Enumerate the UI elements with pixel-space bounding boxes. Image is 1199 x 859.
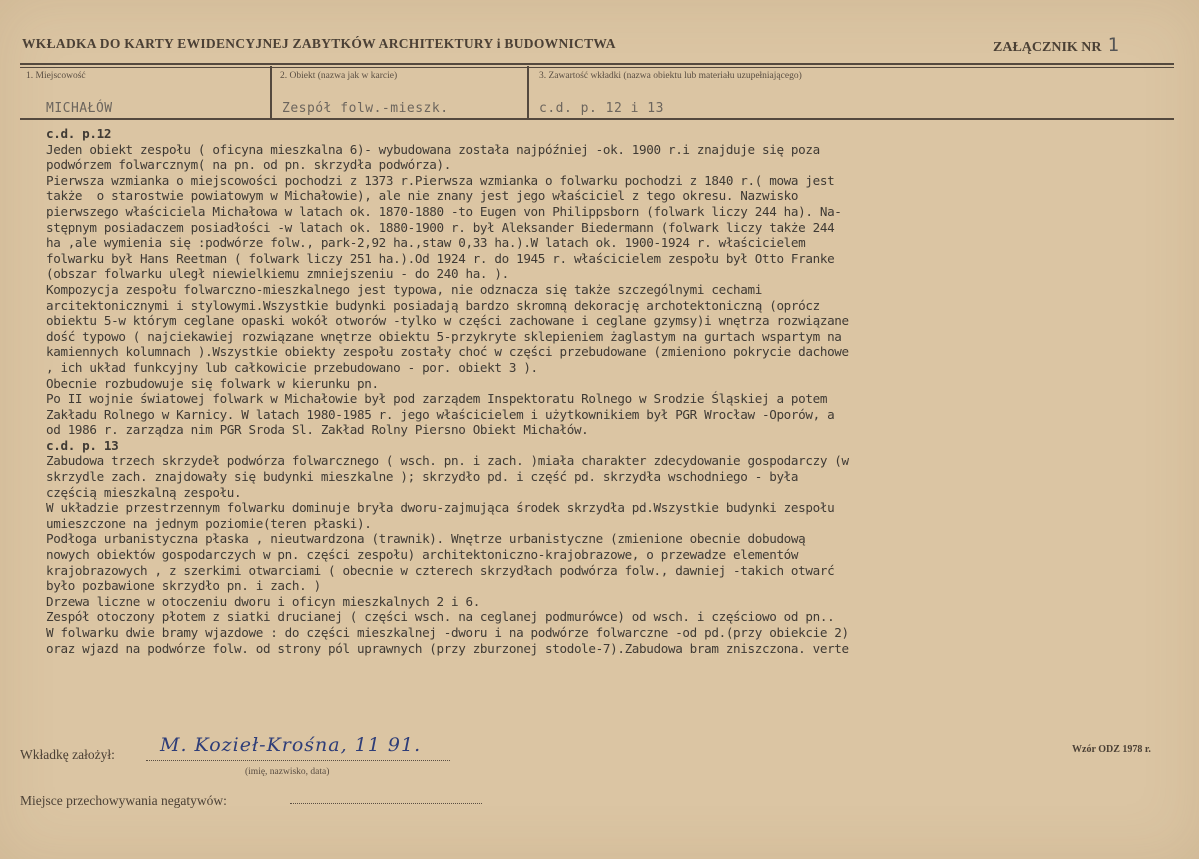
storage-line [290, 803, 482, 804]
body-line: , ich układ funkcyjny lub całkowicie przebudowano - por. obiekt 3 ). [46, 359, 538, 375]
annex-number: 1 [1107, 34, 1119, 56]
object-value: Zespół folw.-mieszk. [282, 101, 449, 116]
body-line: oraz wjazd na podwórze folw. od strony pól uprawnych (przy zburzonej stodole-7).Zabudowa bram zniszczona. verte [46, 640, 849, 656]
body-line: Po II wojnie światowej folwark w Michałowie był pod zarządem Inspektoratu Rolnego w Srodzie Śląskiej a potem [46, 391, 828, 407]
body-line: Obecnie rozbudowuje się folwark w kierunku pn. [46, 375, 379, 391]
field-divider-1 [270, 66, 272, 118]
body-line: Drzewa liczne w otoczeniu dworu i oficyn mieszkalnych 2 i 6. [46, 593, 480, 609]
body-line: W układzie przestrzennym folwarku dominuje bryła dworu-zajmująca środek skrzydła pd.Wszystkie budynki zespołu [46, 500, 835, 516]
body-line: także o starostwie powiatowym w Michałowie), ale nie znany jest jego właściciel z tego okresu. Nazwisko [46, 188, 799, 204]
header-rule-top [20, 63, 1174, 65]
author-signature: M. Kozieł-Krośna, 11 91. [160, 734, 422, 756]
body-line: skrzydle zach. znajdowały się budynki mieszkalne ); skrzydło pd. i część pd. skrzydła wschodniego - była [46, 469, 799, 485]
fields-rule-bottom [20, 118, 1174, 120]
body-line: Jeden obiekt zespołu ( oficyna mieszkalna 6)- wybudowana została najpóźniej -ok. 1900 r.i znajduje się poza [46, 141, 820, 157]
object-label: 2. Obiekt (nazwa jak w karcie) [280, 71, 398, 81]
body-line: Pierwsza wzmianka o miejscowości pochodzi z 1373 r.Pierwsza wzmianka o folwarku pochodzi z 1840 r.( mowa jest [46, 172, 835, 188]
body-line: c.d. p. 13 [46, 437, 119, 453]
form-code: Wzór ODZ 1978 r. [1072, 744, 1151, 755]
body-line: pierwszego właściciela Michałowa w latach ok. 1870-1880 -to Eugen von Philippsborn (folwark liczy 244 ha). Na- [46, 203, 842, 219]
body-line: arcitektonicznymi i stylowymi.Wszystkie budynki posiadają bardzo skromną dekorację archotektoniczną (oprócz [46, 297, 820, 313]
body-line: podwórzem folwarcznym( na pn. od pn. skrzydła podwórza). [46, 157, 451, 173]
body-line: Zakładu Rolnego w Karnicy. W latach 1980-1985 r. jego właścicielem i użytkownikiem był PGR Wrocław -Oporów, a [46, 406, 835, 422]
author-hint: (imię, nazwisko, data) [245, 767, 330, 777]
body-line: obiektu 5-w którym ceglane opaski wokół otworów -tylko w części zachowane i ceglane gzymsy)i wnętrza rozwiązane [46, 313, 849, 329]
locality-value: MICHAŁÓW [46, 101, 113, 116]
body-line: dość typowo ( najciekawiej rozwiązane wnętrze obiektu 5-przykryte sklepieniem żaglastym na gurtach wspartym na [46, 328, 842, 344]
body-line: Podłoga urbanistyczna płaska , nieutwardzona (trawnik). Wnętrze urbanistyczne (zmienione obecnie dobudową [46, 531, 806, 547]
typed-body-text [46, 126, 1186, 656]
body-line: było pozbawione skrzydło pn. i zach. ) [46, 578, 321, 594]
body-line: folwarku był Hans Reetman ( folwark liczy 251 ha.).Od 1924 r. do 1945 r. właścicielem zespołu był Otto Franke [46, 250, 835, 266]
body-line: Zespół otoczony płotem z siatki drucianej ( części wsch. na ceglanej podmurówce) od wsch. i częściowo od pn.. [46, 609, 835, 625]
contents-label: 3. Zawartość wkładki (nazwa obiektu lub materiału uzupełniającego) [539, 71, 802, 81]
body-line: kamiennych kolumnach ).Wszystkie obiekty zespołu zostały choć w części przebudowane (zmieniono pokrycie dachowe [46, 344, 849, 360]
body-line: (obszar folwarku uległ niewielkiemu zmniejszeniu - do 240 ha. ). [46, 266, 509, 282]
annex-label [993, 34, 1119, 56]
body-line: ha ,ale wymienia się :podwórze folw., park-2,92 ha.,staw 0,33 ha.).W latach ok. 1900-1924 r. właścicielem [46, 235, 806, 251]
locality-label: 1. Miejscowość [26, 71, 86, 81]
body-line: od 1986 r. zarządza nim PGR Sroda Sl. Zakład Rolny Piersno Obiekt Michałów. [46, 422, 589, 438]
header-rule-top-thin [20, 67, 1174, 68]
author-label: Wkładkę założył: [20, 747, 115, 762]
body-line: częścią mieszkalną zespołu. [46, 484, 242, 500]
field-divider-2 [527, 66, 529, 118]
form-title: WKŁADKA DO KARTY EWIDENCYJNEJ ZABYTKÓW ARCHITEKTURY i BUDOWNICTWA [22, 36, 616, 51]
body-line: W folwarku dwie bramy wjazdowe : do części mieszkalnej -dworu i na podwórze folwarczne -od pd.(przy obiekcie 2) [46, 625, 849, 640]
body-line: Kompozycja zespołu folwarczno-mieszkalnego jest typowa, nie odznacza się także szczególnymi cechami [46, 281, 762, 297]
signature-line [146, 760, 450, 761]
body-line: umieszczone na jednym poziomie(teren płaski). [46, 515, 372, 531]
body-line: c.d. p.12 [46, 126, 112, 141]
contents-value: c.d. p. 12 i 13 [539, 101, 664, 116]
body-line: Zabudowa trzech skrzydeł podwórza folwarcznego ( wsch. pn. i zach. )miała charakter zdecydowanie gospodarczy (w [46, 453, 849, 469]
annex-label-text: ZAŁĄCZNIK NR [993, 40, 1102, 55]
body-line: krajobrazowych , z szerkimi otwarciami ( obecnie w czterech skrzydłach podwórza folw., dawniej -takich otwarć [46, 562, 835, 578]
body-line: stępnym posiadaczem posiadłości -w latach ok. 1880-1900 r. był Aleksander Biedermann (folwark liczy także 244 [46, 219, 835, 235]
body-line: nowych obiektów gospodarczych w pn. części zespołu) architektoniczno-krajobrazowe, o przewadze elementów [46, 547, 799, 563]
storage-label: Miejsce przechowywania negatywów: [20, 793, 227, 808]
